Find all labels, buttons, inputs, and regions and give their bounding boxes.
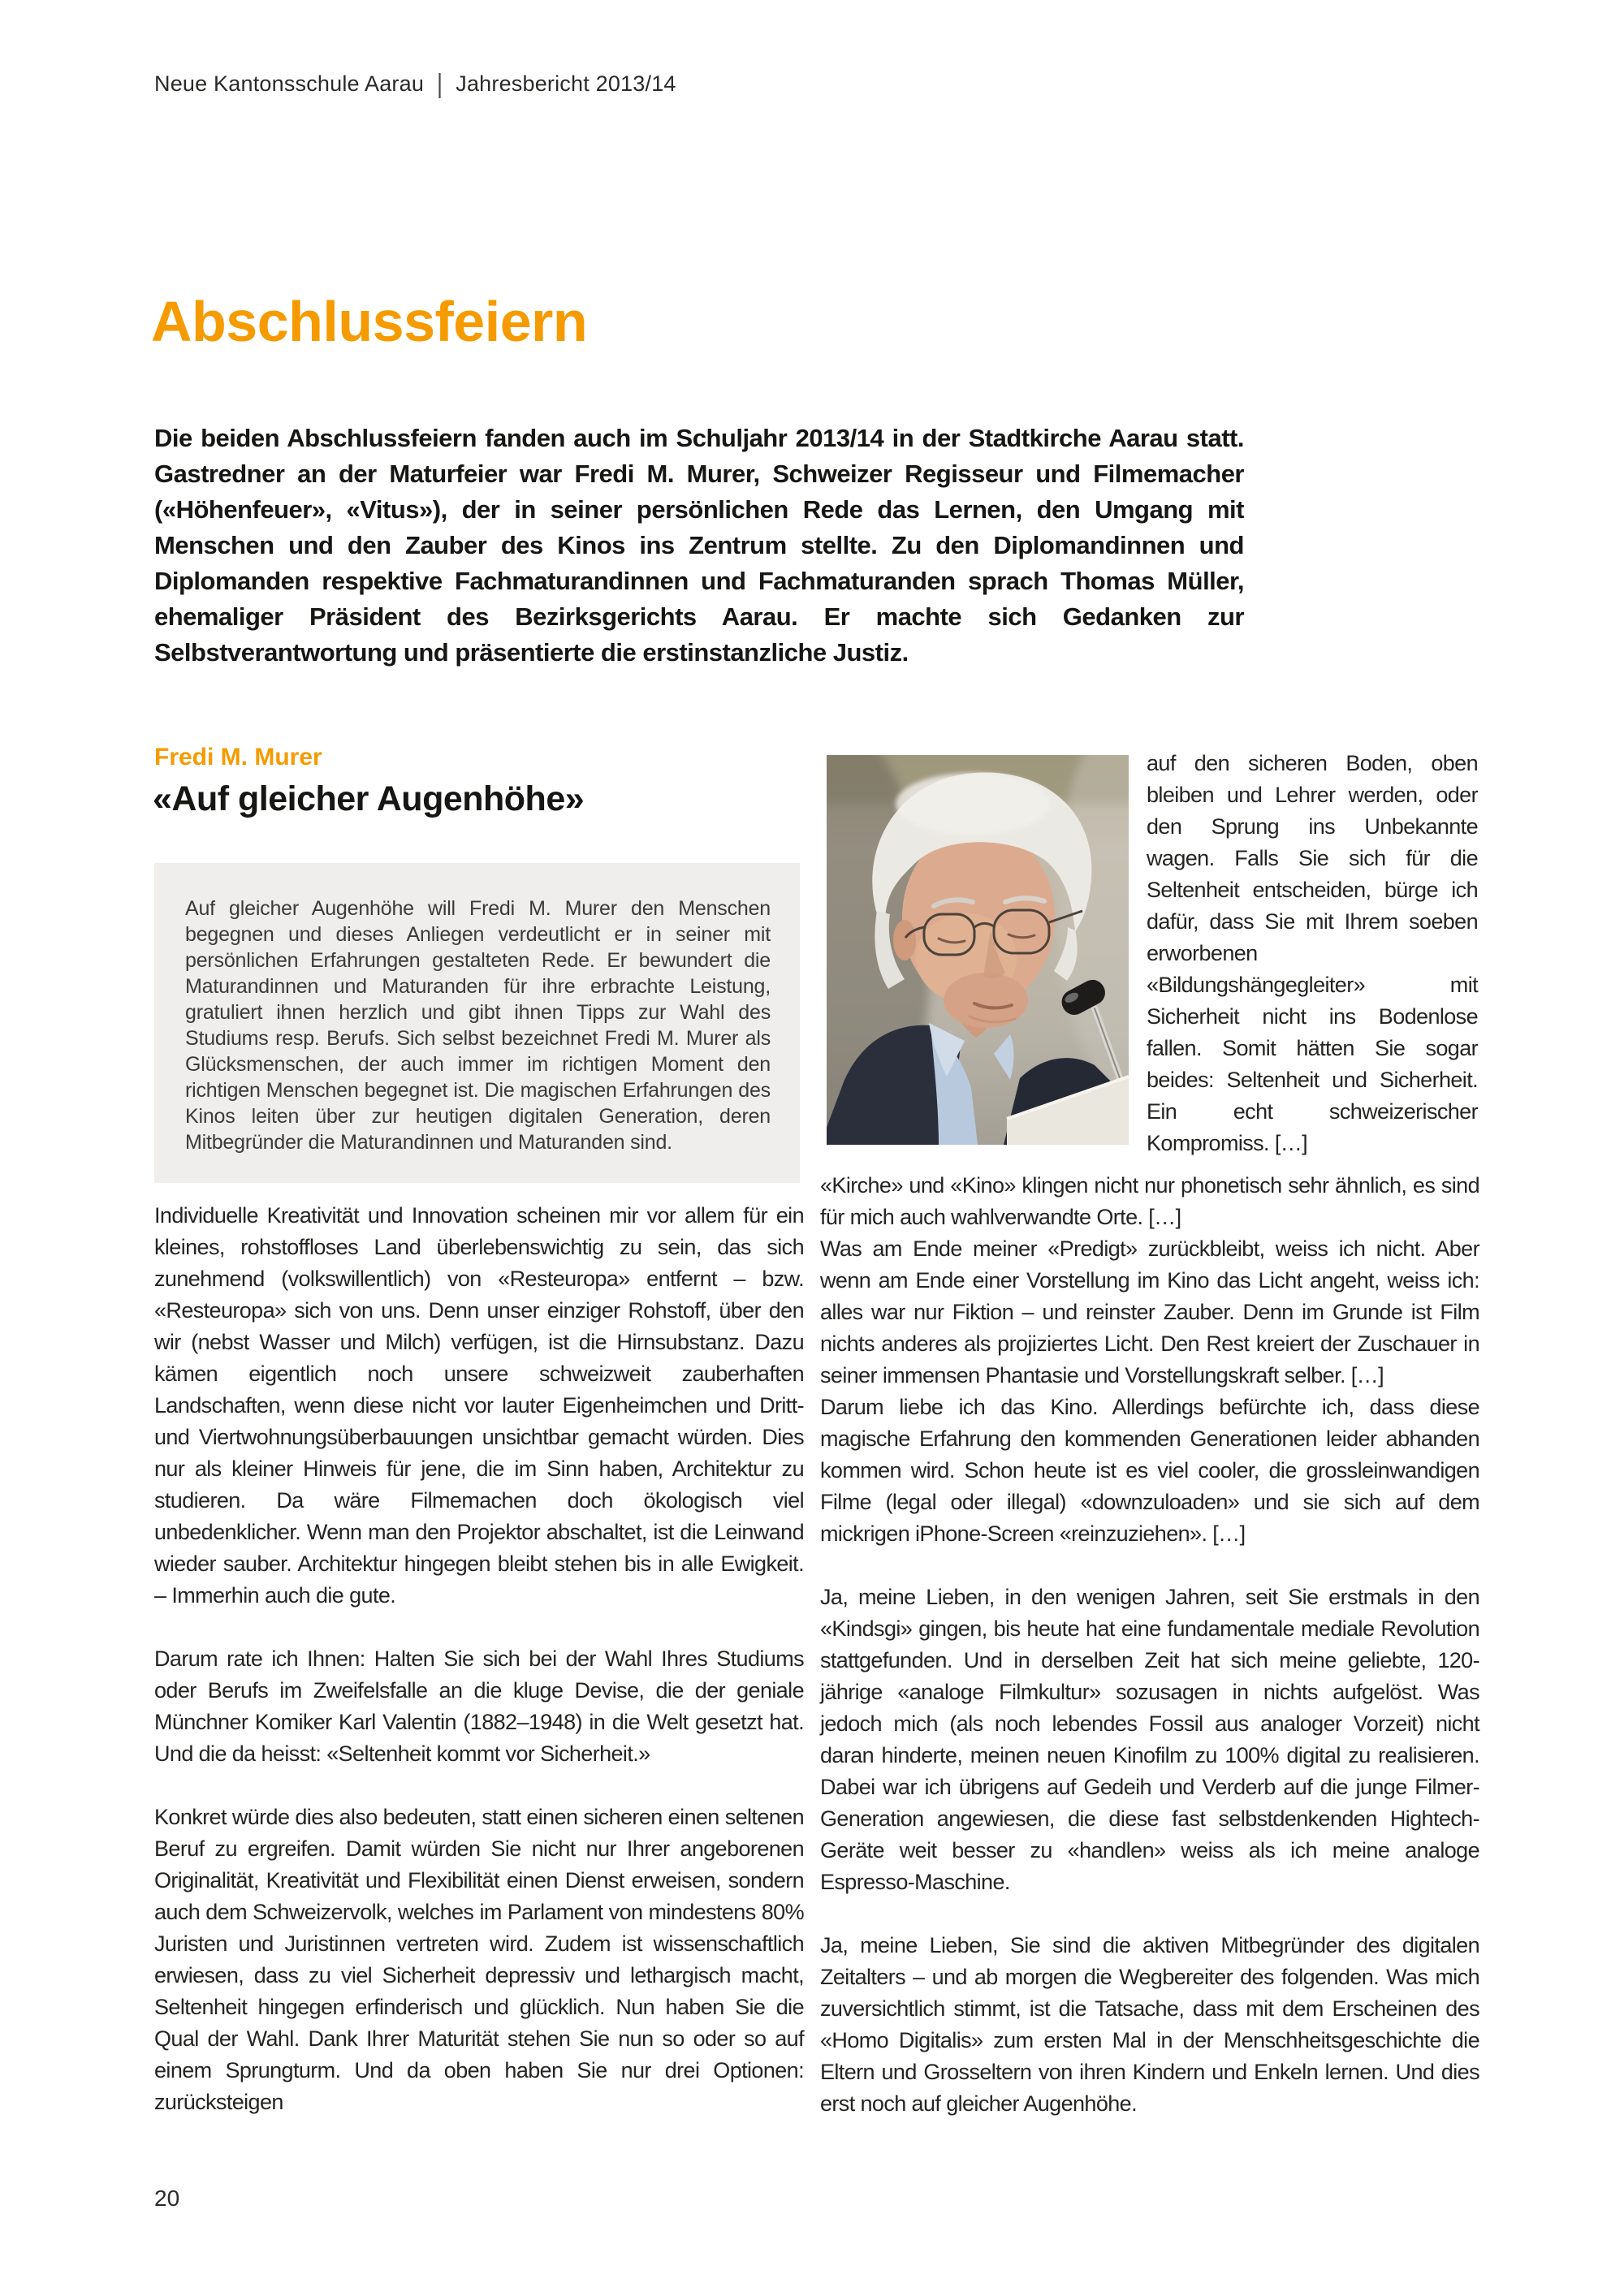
right-column	[820, 1170, 1479, 2120]
body-paragraph: Darum liebe ich das Kino. Allerdings befürchte ich, dass diese magische Erfahrung den kommenden Generationen leider abhanden kommen wird. Schon heute ist es viel cooler, die grossleinwandigen Filme (legal oder illegal) «downzuloaden» und sie sich auf dem mickrigen iPhone-Screen «reinzuziehen». […]	[820, 1395, 1479, 1546]
left-column	[154, 1200, 804, 2150]
article-headline: «Auf gleicher Augenhöhe»	[153, 779, 585, 818]
running-head-separator: |	[437, 68, 443, 99]
running-head-report: Jahresbericht 2013/14	[456, 71, 676, 96]
speaker-photo-illustration	[827, 755, 1129, 1145]
running-head	[154, 68, 676, 99]
body-paragraph: Ja, meine Lieben, Sie sind die aktiven Mitbegründer des digitalen Zeitalters – und ab morgen die Wegbereiter des folgenden. Was mich zuversichtlich stimmt, ist die Tatsache, dass mit dem Erscheinen des «Homo Digitalis» zum ersten Mal in der Menschheitsgeschichte die Eltern und Grosseltern von ihren Kindern und Enkeln lernen. Und dies erst noch auf gleicher Augenhöhe.	[820, 1933, 1479, 2116]
body-paragraph: Individuelle Kreativität und Innovation scheinen mir vor allem für ein kleines, rohstoffloses Land überlebenswichtig zu sein, das sich zunehmend (volkswillentlich) von «Resteuropa» entfernt – bzw. «Resteuropa» sich von uns. Denn unser einziger Rohstoff, über den wir (nebst Wasser und Milch) verfügen, ist die Hirnsubstanz. Dazu kämen eigentlich noch unsere schweizweit zauberhaften Landschaften, wenn diese nicht vor lauter Eigenheimchen und Dritt- und Viertwohnungsüberbauungen unsichtbar gemacht würden. Dies nur als kleiner Hinweis für jene, die im Sinn haben, Architektur zu studieren. Da wäre Filmemachen doch ökologisch viel unbedenklicher. Wenn man den Projektor abschaltet, ist die Leinwand wieder sauber. Architektur hingegen bleibt stehen bis in alle Ewigkeit. – Immerhin auch die gute.	[154, 1203, 804, 1608]
abstract-text: Auf gleicher Augenhöhe will Fredi M. Murer den Menschen begegnen und dieses Anliegen verdeutlicht er in seiner mit persönlichen Erfahrungen gestalteten Rede. Er bewundert die Maturandinnen und Maturanden für ihre erbrachte Leistung, gratuliert ihnen herzlich und gibt ihnen Tipps zur Wahl des Studiums resp. Berufs. Sich selbst bezeichnet Fredi M. Murer als Glücksmenschen, der auch immer im richtigen Moment den richtigen Menschen begegnet ist. Die magischen Erfahrungen des Kinos leiten über zur heutigen digitalen Generation, deren Mitbegründer die Maturandinnen und Maturanden sind.	[185, 897, 771, 1154]
ear	[893, 920, 916, 960]
body-paragraph: Konkret würde dies also bedeuten, statt einen sicheren einen seltenen Beruf zu ergreifen. Damit würden Sie nicht nur Ihrer angeborenen Originalität, Kreativität und Flexibilität einen Dienst erweisen, sondern auch dem Schweizervolk, welches im Parlament von mindestens 80% Juristen und Juristinnen vertreten wird. Zudem ist wissenschaftlich erwiesen, dass zu viel Sicherheit depressiv und lethargisch macht, Seltenheit hingegen erfinderisch und glücklich. Nun haben Sie die Qual der Wahl. Dank Ihrer Maturität stehen Sie nun so oder so auf einem Sprungturm. Und da oben haben Sie nur drei Optionen: zurücksteigen	[154, 1805, 804, 2114]
page-number: 20	[154, 2186, 180, 2211]
abstract-box	[154, 863, 800, 1183]
running-head-school: Neue Kantonsschule Aarau	[154, 71, 425, 96]
body-paragraph: «Kirche» und «Kino» klingen nicht nur phonetisch sehr ähnlich, es sind für mich auch wahlverwandte Orte. […]	[820, 1173, 1479, 1229]
page-title: Abschlussfeiern	[151, 290, 588, 353]
body-paragraph: Ja, meine Lieben, in den wenigen Jahren, seit Sie erstmals in den «Kindsgi» gingen, bis heute hat eine fundamentale mediale Revolution stattgefunden. Und in derselben Zeit hat sich meine geliebte, 120-jährige «analoge Filmkultur» sozusagen in nichts aufgelöst. Was jedoch mich (als noch lebendes Fossil aus analoger Vorzeit) nicht daran hinderte, meinen neuen Kinofilm zu 100% digital zu realisieren. Dabei war ich übrigens auf Gedeih und Verderb auf die junge Filmer-Generation angewiesen, die diese fast selbstdenkenden Hightech-Geräte weit besser zu «handlen» weiss als ich meine analoge Espresso-Maschine.	[820, 1585, 1479, 1894]
lead-paragraph: Die beiden Abschlussfeiern fanden auch im Schuljahr 2013/14 in der Stadtkirche Aarau statt. Gastredner an der Maturfeier war Fredi M. Murer, Schweizer Regisseur und Filmemacher («Höhenfeuer», «Vitus»), der in seiner persönlichen Rede das Lernen, den Umgang mit Menschen und den Zauber des Kinos ins Zentrum stellte. Zu den Diplomandinnen und Diplomanden respektive Fachmaturandinnen und Fachmaturanden sprach Thomas Müller, ehemaliger Präsident des Bezirksgerichts Aarau. Er machte sich Gedanken zur Selbstverantwortung und präsentierte die erstinstanzliche Justiz.	[154, 424, 1244, 667]
body-paragraph: Was am Ende meiner «Predigt» zurückbleibt, weiss ich nicht. Aber wenn am Ende einer Vorstellung im Kino das Licht angeht, weiss ich: alles war nur Fiktion – und reinster Zauber. Denn im Grunde ist Film nichts anderes als projiziertes Licht. Den Rest kreiert der Zuschauer in seiner immensen Phantasie und Vorstellungskraft selber. […]	[820, 1236, 1479, 1388]
beside-photo-column	[1147, 748, 1478, 1159]
body-paragraph: Darum rate ich Ihnen: Halten Sie sich bei der Wahl Ihres Studiums oder Berufs im Zweifelsfalle an die kluge Devise, die der geniale Münchner Komiker Karl Valentin (1882–1948) in die Welt gesetzt hat. Und die da heisst: «Seltenheit kommt vor Sicherheit.»	[154, 1646, 804, 1766]
speaker-photo	[827, 755, 1129, 1145]
author-name: Fredi M. Murer	[154, 744, 322, 770]
body-paragraph: auf den sicheren Boden, oben bleiben und Lehrer werden, oder den Sprung ins Unbekannte wagen. Falls Sie sich für die Seltenheit entscheiden, bürge ich dafür, dass Sie mit Ihrem soeben erworbenen «Bildungshängegleiter» mit Sicherheit nicht ins Bodenlose fallen. Somit hätten Sie sogar beides: Seltenheit und Sicherheit. Ein echt schweizerischer Kompromiss. […]	[1147, 751, 1478, 1155]
